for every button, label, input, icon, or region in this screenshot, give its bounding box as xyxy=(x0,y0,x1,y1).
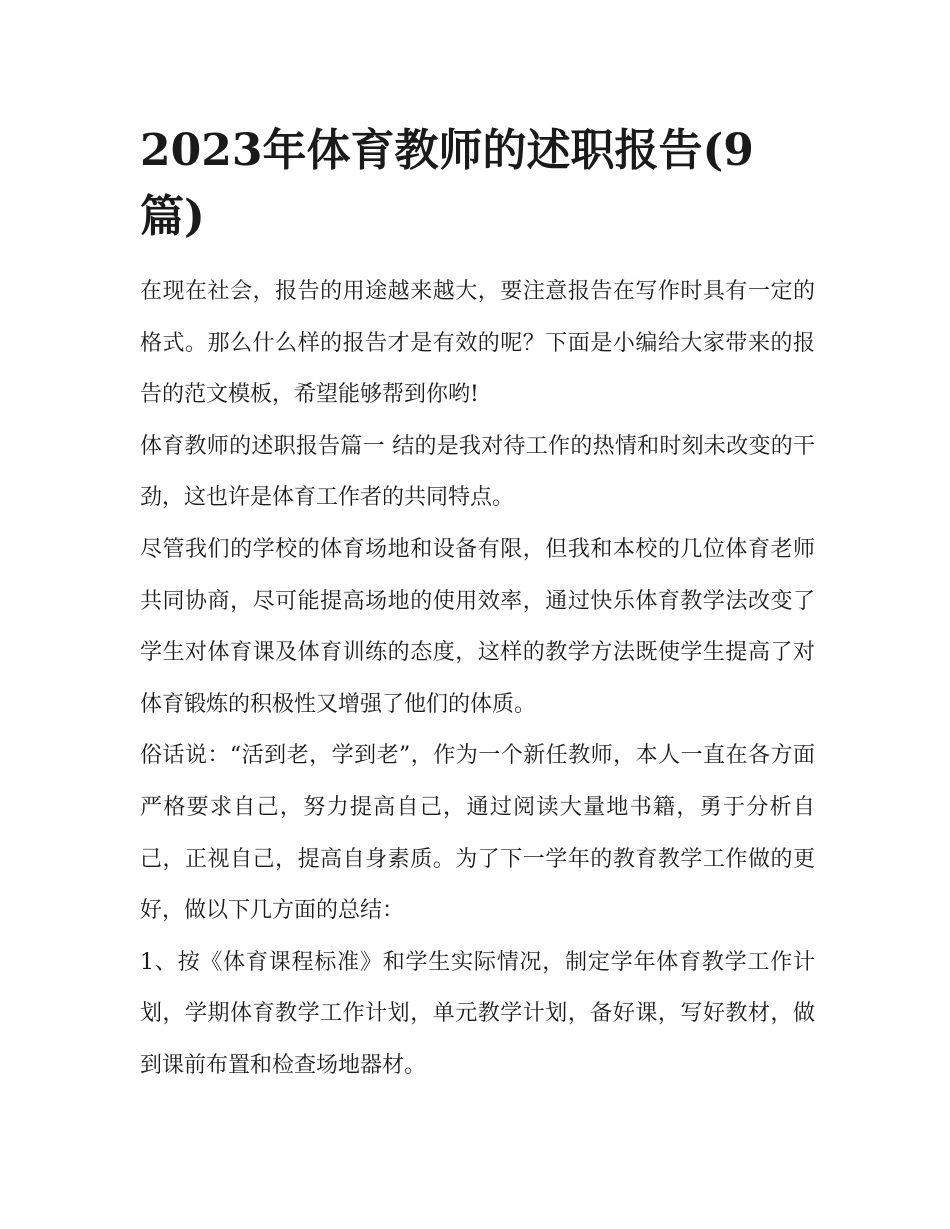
document-body xyxy=(140,266,815,1092)
paragraph-self-improvement: 俗话说：“活到老，学到老”，作为一个新任教师，本人一直在各方面严格要求自己，努力提高自己，通过阅读大量地书籍，勇于分析自己，正视自己，提高自身素质。为了下一学年的教育教学工作做的更好，做以下几方面的总结： xyxy=(140,743,815,924)
paragraph-facilities: 尽管我们的学校的体育场地和设备有限，但我和本校的几位体育老师共同协商，尽可能提高场地的使用效率，通过快乐体育教学法改变了学生对体育课及体育训练的态度，这样的教学方法既使学生提高了对体育锻炼的积极性又增强了他们的体质。 xyxy=(140,536,815,717)
document-title: 2023年体育教师的述职报告(9篇) xyxy=(140,125,754,242)
document-page xyxy=(140,118,815,1092)
paragraph-intro: 在现在社会，报告的用途越来越大，要注意报告在写作时具有一定的格式。那么什么样的报告才是有效的呢？下面是小编给大家带来的报告的范文模板，希望能够帮到你哟! xyxy=(140,279,815,408)
paragraph-item-1: 1、按《体育课程标准》和学生实际情况，制定学年体育教学工作计划，学期体育教学工作计划，单元教学计划，备好课，写好教材，做到课前布置和检查场地器材。 xyxy=(140,949,815,1078)
paragraph-section-one: 体育教师的述职报告篇一 结的是我对待工作的热情和时刻未改变的干劲，这也许是体育工作者的共同特点。 xyxy=(140,433,815,511)
